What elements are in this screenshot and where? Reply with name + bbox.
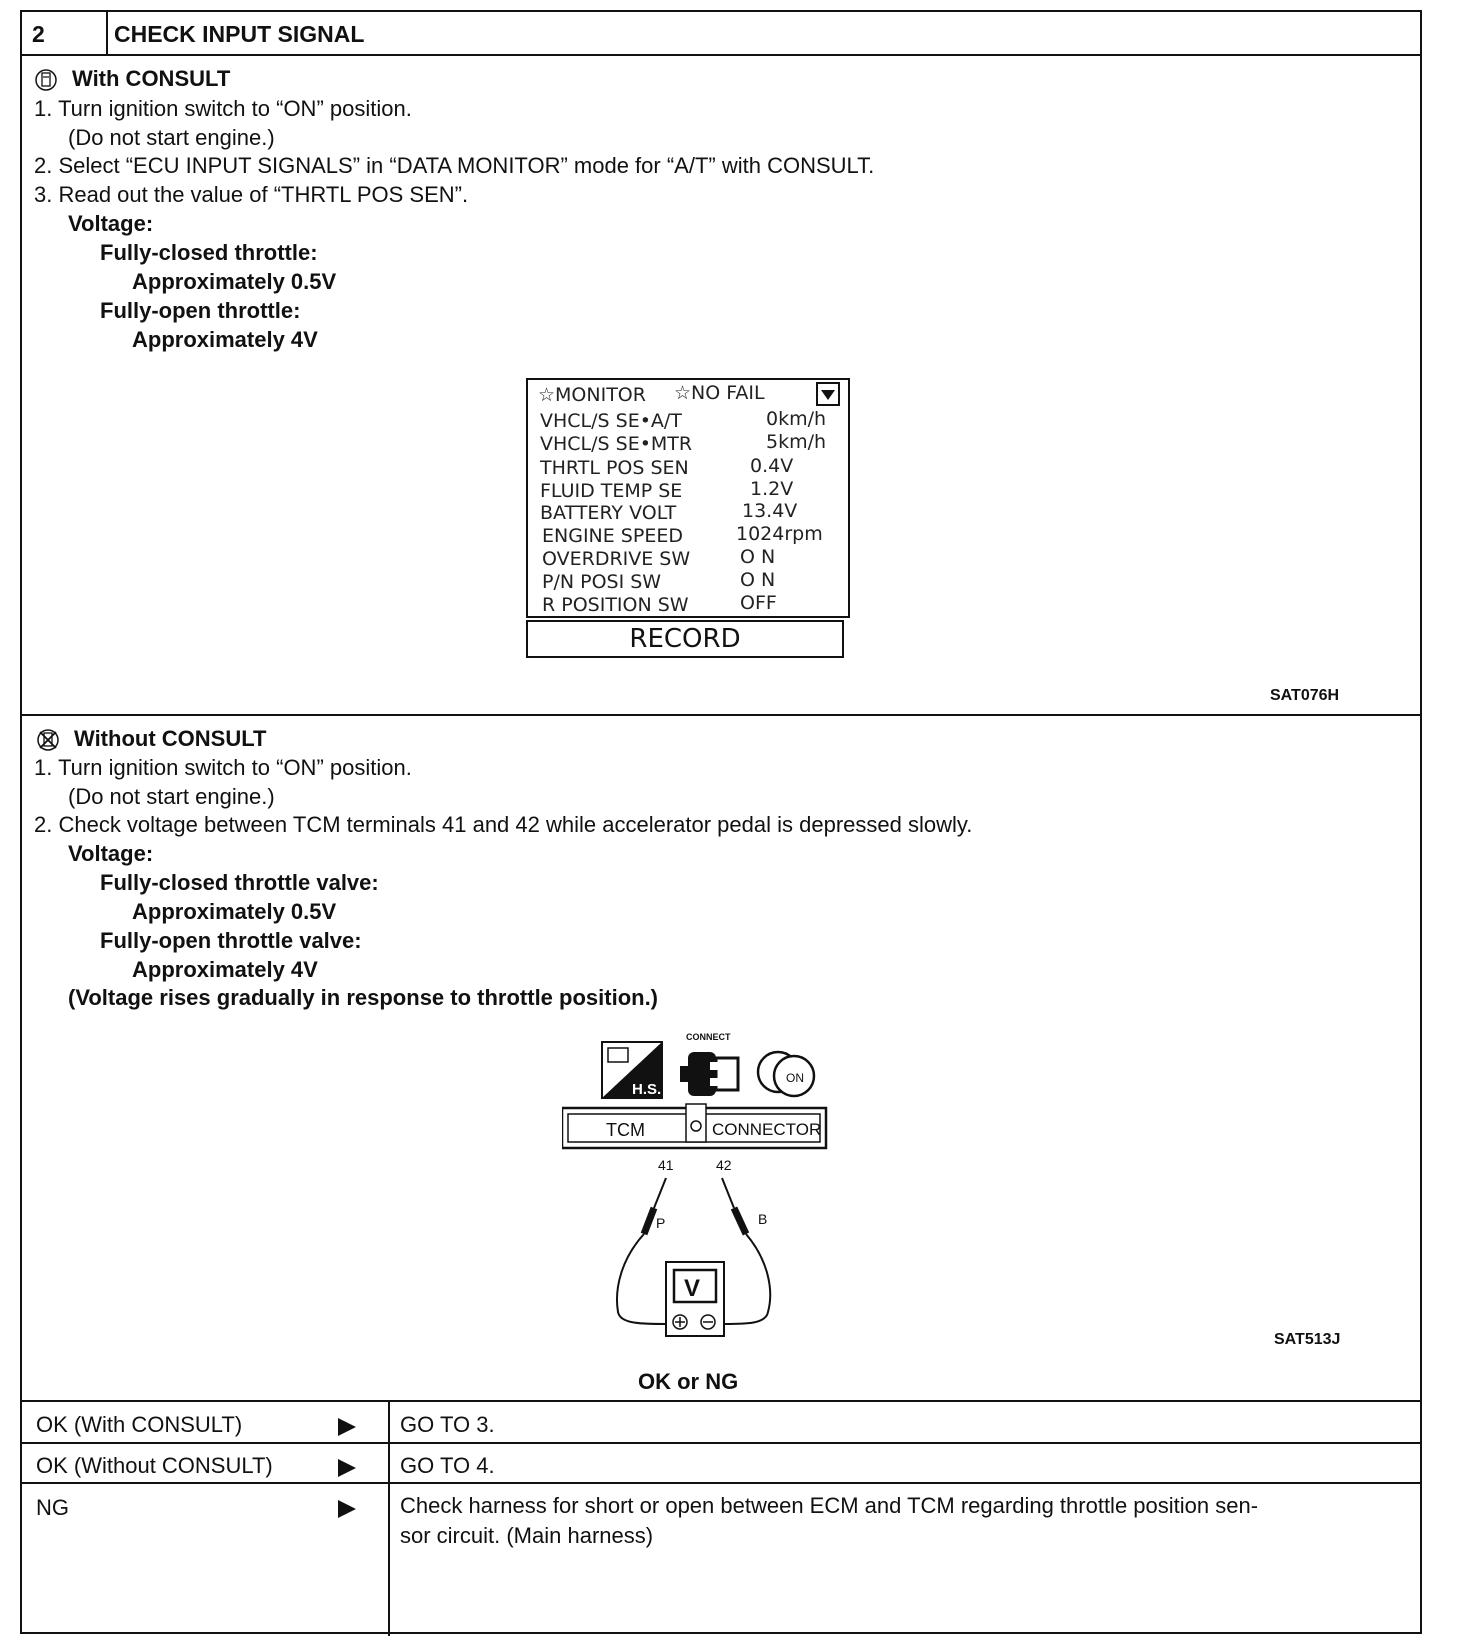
screen-header-nofail: ☆NO FAIL <box>674 382 765 404</box>
screen-row-value: 13.4V <box>742 500 798 522</box>
probe-positive <box>617 1178 666 1324</box>
no-consult-step-2: 2. Check voltage between TCM terminals 41 and 42 while accelerator pedal is depressed slowly. <box>34 812 973 837</box>
result-table-top <box>22 1400 1420 1402</box>
right-arrow-icon <box>336 1457 358 1479</box>
section-divider <box>22 714 1420 716</box>
consult-closed-value: Approximately 0.5V <box>132 269 337 294</box>
no-consult-icon <box>36 728 60 752</box>
header-divider <box>106 12 108 54</box>
right-arrow-icon <box>336 1498 358 1520</box>
consult-closed-label: Fully-closed throttle: <box>100 240 318 265</box>
voltmeter-label: V <box>684 1275 701 1302</box>
step-title: CHECK INPUT SIGNAL <box>114 21 365 47</box>
result-action-ok-no-consult: GO TO 4. <box>400 1453 495 1478</box>
result-action-ng: Check harness for short or open between ECM and TCM regarding throttle position sen- <box>400 1493 1259 1518</box>
screen-row-name: VHCL/S SE•A/T <box>540 410 682 432</box>
screen-row-name: OVERDRIVE SW <box>542 548 691 570</box>
screen-row-value: 1.2V <box>750 478 794 500</box>
tcm-label: TCM <box>606 1120 645 1140</box>
down-arrow-icon <box>818 384 838 404</box>
no-consult-step-1: 1. Turn ignition switch to “ON” position. <box>34 755 412 780</box>
probe-negative <box>722 1178 770 1324</box>
consult-icon <box>34 68 58 92</box>
connector-label: CONNECTOR <box>712 1120 822 1139</box>
no-consult-heading: Without CONSULT <box>74 726 267 751</box>
ignition-on-icon <box>758 1052 814 1096</box>
result-heading: OK or NG <box>638 1369 739 1394</box>
result-col-divider <box>388 1400 390 1636</box>
screen-row-name: FLUID TEMP SE <box>540 480 683 502</box>
harness-side-icon <box>602 1042 662 1098</box>
hs-label: H.S. <box>632 1081 662 1098</box>
no-consult-step-1-note: (Do not start engine.) <box>68 784 275 809</box>
step-number: 2 <box>32 21 45 47</box>
result-action-ok-consult: GO TO 3. <box>400 1412 495 1437</box>
procedure-frame <box>20 10 1422 1634</box>
on-label: ON <box>786 1071 804 1085</box>
no-consult-closed-value: Approximately 0.5V <box>132 899 337 924</box>
pin-42-label: 42 <box>716 1157 732 1173</box>
wire-b-label: B <box>758 1211 768 1227</box>
consult-voltage-label: Voltage: <box>68 211 154 236</box>
result-condition-ok-consult: OK (With CONSULT) <box>36 1412 243 1437</box>
voltmeter-icon <box>666 1262 724 1336</box>
result-action-ng-cont: sor circuit. (Main harness) <box>400 1523 654 1548</box>
screen-row-name: ENGINE SPEED <box>542 525 683 547</box>
screen-row-value: 0km/h <box>766 408 827 430</box>
no-consult-closed-label: Fully-closed throttle valve: <box>100 870 379 895</box>
no-consult-voltage-label: Voltage: <box>68 841 154 866</box>
scroll-down-button[interactable] <box>816 382 840 406</box>
consult-open-label: Fully-open throttle: <box>100 298 301 323</box>
result-condition-ng: NG <box>36 1495 69 1520</box>
consult-figure-code: SAT076H <box>1270 687 1340 704</box>
screen-row-name: THRTL POS SEN <box>540 457 689 479</box>
screen-row-value: 5km/h <box>766 431 827 453</box>
record-button[interactable]: RECORD <box>526 620 844 658</box>
screen-row-value: O N <box>740 546 776 568</box>
result-condition-ok-no-consult: OK (Without CONSULT) <box>36 1453 273 1478</box>
screen-row-value: 0.4V <box>750 455 794 477</box>
screen-row-value: 1024rpm <box>736 523 823 545</box>
pin-41-label: 41 <box>658 1157 674 1173</box>
screen-row-name: VHCL/S SE•MTR <box>540 433 693 455</box>
screen-row-name: BATTERY VOLT <box>540 502 677 524</box>
no-consult-open-value: Approximately 4V <box>132 957 318 982</box>
screen-row-value: OFF <box>740 592 777 614</box>
consult-step-2: 2. Select “ECU INPUT SIGNALS” in “DATA MONITOR” mode for “A/T” with CONSULT. <box>34 153 875 178</box>
screen-row-value: O N <box>740 569 776 591</box>
tcm-voltage-check-diagram <box>562 1028 882 1338</box>
right-arrow-icon <box>336 1416 358 1438</box>
no-consult-note: (Voltage rises gradually in response to throttle position.) <box>68 985 659 1010</box>
consult-step-1: 1. Turn ignition switch to “ON” position. <box>34 96 412 121</box>
consult-open-value: Approximately 4V <box>132 327 318 352</box>
result-row-divider <box>22 1482 1420 1484</box>
consult-step-1-note: (Do not start engine.) <box>68 125 275 150</box>
tcm-connector <box>562 1104 826 1148</box>
no-consult-open-label: Fully-open throttle valve: <box>100 928 362 953</box>
consult-step-3: 3. Read out the value of “THRTL POS SEN”. <box>34 182 469 207</box>
result-row-divider <box>22 1442 1420 1444</box>
disconnect-icon <box>680 1032 738 1096</box>
screen-header-monitor: ☆MONITOR <box>538 384 646 406</box>
wire-p-label: P <box>656 1215 666 1231</box>
connect-label: CONNECT <box>686 1032 731 1042</box>
screen-row-name: R POSITION SW <box>542 594 689 616</box>
screen-row-name: P/N POSI SW <box>542 571 662 593</box>
consult-monitor-screen <box>526 378 850 618</box>
header-bottom-line <box>22 54 1420 56</box>
consult-heading: With CONSULT <box>72 66 231 91</box>
no-consult-figure-code: SAT513J <box>1274 1331 1341 1348</box>
